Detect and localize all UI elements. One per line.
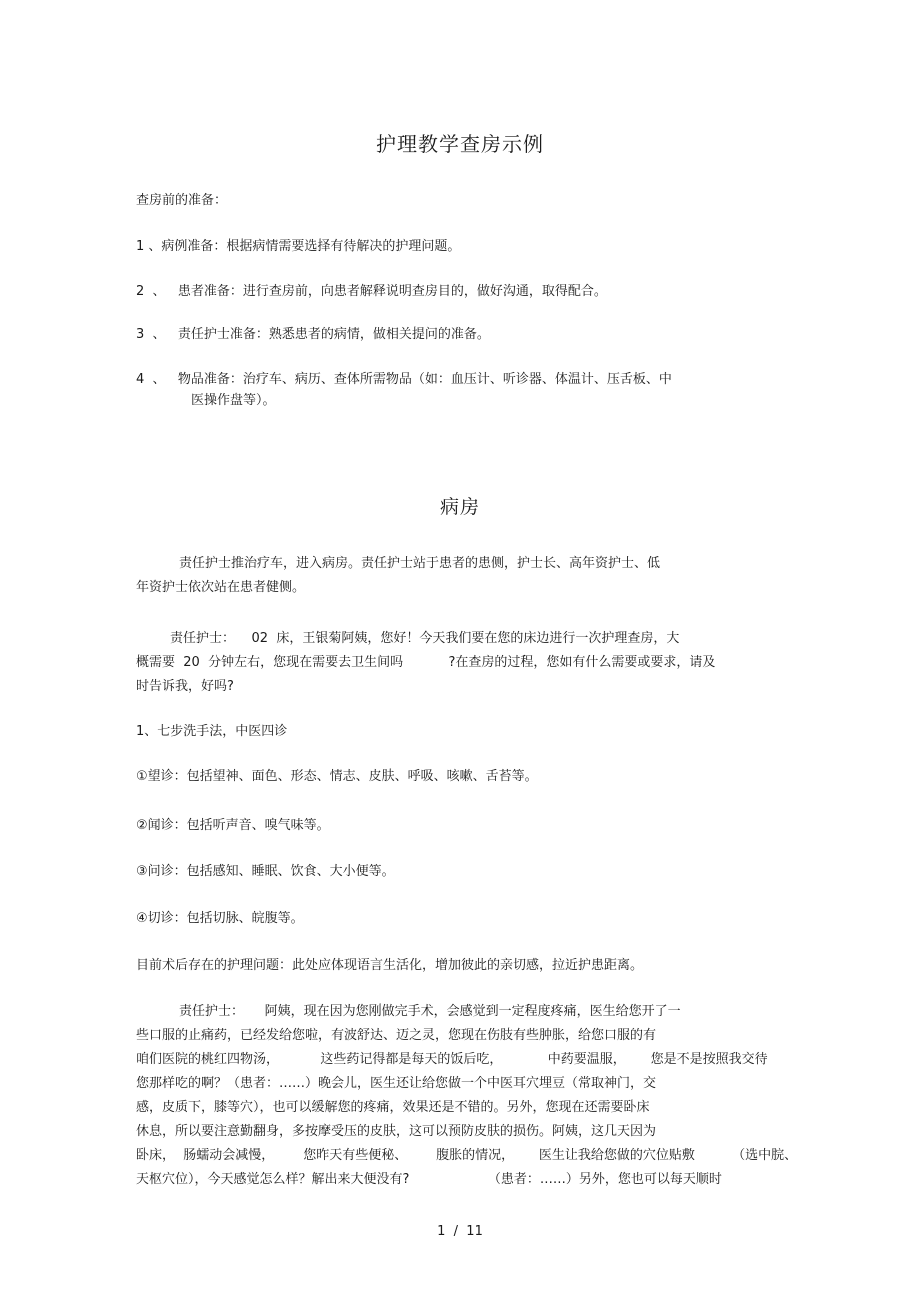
dialogue-line: 休息，所以要注意勤翻身，多按摩受压的皮肤，这可以预防皮肤的损伤。阿姨，这几天因为 — [136, 1124, 657, 1139]
document-title: 护理教学查房示例 — [376, 132, 544, 156]
diagnosis-item: ③问诊：包括感知、睡眠、饮食、大小便等。 — [136, 864, 395, 879]
prep-item: 1 、病例准备：根据病情需要选择有待解决的护理问题。 — [136, 239, 461, 254]
dialogue-line: 天枢穴位），今天感觉怎么样？解出来大便没有? （患者：……）另外，您也可以每天顺时 — [136, 1172, 722, 1187]
prep-item: 医操作盘等）。 — [191, 393, 276, 408]
diagnosis-item: ④切诊：包括切脉、皖腹等。 — [136, 911, 304, 926]
diagnosis-item: ②闻诊：包括听声音、嗅气味等。 — [136, 818, 330, 833]
prep-item: 2 、 患者准备：进行查房前，向患者解释说明查房目的，做好沟通，取得配合。 — [136, 284, 607, 299]
intro-line: 责任护士推治疗车，进入病房。责任护士站于患者的患侧，护士长、高年资护士、低 — [179, 556, 661, 571]
section-title: 病房 — [439, 496, 480, 518]
dialogue-line: 您那样吃的啊？（患者：……）晚会儿，医生还让给您做一个中医耳穴埋豆（常取神门，交 — [136, 1076, 657, 1091]
greeting-line: 时告诉我，好吗? — [136, 679, 234, 694]
greeting-line: 责任护士： 02 床，王银菊阿姨，您好！今天我们要在您的床边进行一次护理查房，大 — [170, 631, 680, 646]
dialogue-line: 咱们医院的桃红四物汤， 这些药记得都是每天的饭后吃， 中药要温服， 您是不是按照我交待 — [136, 1052, 768, 1067]
greeting-line: 概需要 20 分钟左右，您现在需要去卫生间吗 ?在查房的过程，您如有什么需要或要求，请及 — [136, 655, 716, 670]
diagnosis-item: ①望诊：包括望神、面色、形态、情志、皮肤、呼吸、咳嗽、舌苔等。 — [136, 769, 538, 784]
dialogue-line: 卧床， 肠蠕动会减慢， 您昨天有些便秘、 腹胀的情况， 医生让我给您做的穴位贴敷 （选中脘、 — [136, 1148, 798, 1163]
page-number: 1 / 11 — [437, 1224, 483, 1239]
dialogue-line: 感，皮质下，膝等穴），也可以缓解您的疼痛，效果还是不错的。另外，您现在还需要卧床 — [136, 1100, 650, 1115]
step-heading: 1、七步洗手法，中医四诊 — [136, 724, 288, 739]
dialogue-line: 些口服的止痛药，已经发给您啦，有波舒达、迈之灵，您现在伤肢有些肿胀，给您口服的有 — [136, 1028, 657, 1043]
intro-line: 年资护士依次站在患者健侧。 — [136, 580, 306, 595]
problem-line: 目前术后存在的护理问题：此处应体现语言生活化，增加彼此的亲切感，拉近护患距离。 — [136, 958, 644, 973]
prep-item: 3 、 责任护士准备：熟悉患者的病情，做相关提问的准备。 — [136, 327, 490, 342]
prep-heading: 查房前的准备： — [136, 193, 228, 208]
prep-item: 4 、 物品准备：治疗车、病历、查体所需物品（如：血压计、听诊器、体温计、压舌板、中 — [136, 372, 672, 387]
dialogue-line: 责任护士： 阿姨，现在因为您刚做完手术，会感觉到一定程度疼痛，医生给您开了一 — [179, 1004, 681, 1019]
